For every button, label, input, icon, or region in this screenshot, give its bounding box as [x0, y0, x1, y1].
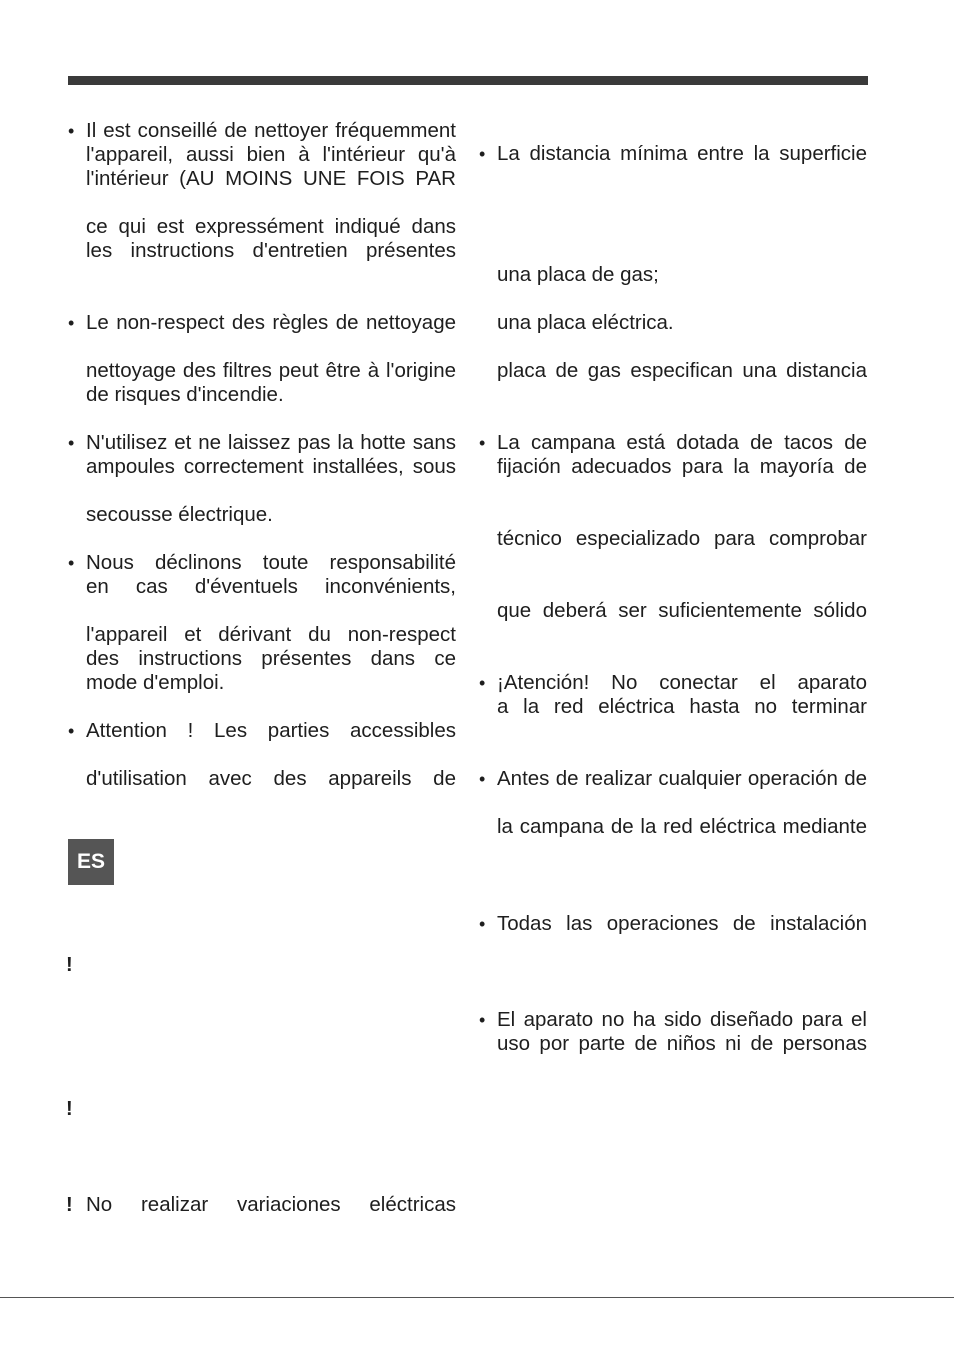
warning-icon: ! [66, 1098, 73, 1120]
text-line: que deberá ser suficientemente sólido [497, 599, 867, 622]
text-line: secousse électrique. [86, 503, 273, 526]
text-line: Il est conseillé de nettoyer fréquemment [86, 119, 456, 142]
bullet: • [68, 121, 75, 141]
text-line: nettoyage des filtres peut être à l'origine [86, 359, 456, 382]
warning-icon: ! [66, 1194, 73, 1216]
bullet: • [479, 144, 486, 164]
bullet: • [479, 914, 486, 934]
bullet: • [479, 673, 486, 693]
text-line: mode d'emploi. [86, 671, 225, 694]
bullet: • [479, 433, 486, 453]
text-line: La campana está dotada de tacos de [497, 431, 867, 454]
text-line: La distancia mínima entre la superficie [497, 142, 867, 165]
text-line: Antes de realizar cualquier operación de [497, 767, 867, 790]
text-line: des instructions présentes dans ce [86, 647, 456, 670]
text-line: técnico especializado para comprobar [497, 527, 867, 550]
language-badge: ES [68, 839, 114, 885]
text-line: uso por parte de niños ni de personas [497, 1032, 867, 1055]
bullet: • [68, 721, 75, 741]
footer-rule [0, 1297, 954, 1298]
text-line: fijación adecuados para la mayoría de [497, 455, 867, 478]
text-line: d'utilisation avec des appareils de [86, 767, 456, 790]
text-line: N'utilisez et ne laissez pas la hotte sans [86, 431, 456, 454]
bullet: • [479, 769, 486, 789]
text-line: ¡Atención! No conectar el aparato [497, 671, 867, 694]
text-line: l'appareil, aussi bien à l'intérieur qu'à [86, 143, 456, 166]
text-line: a la red eléctrica hasta no terminar [497, 695, 867, 718]
text-line: No realizar variaciones eléctricas [86, 1193, 456, 1216]
bullet: • [68, 313, 75, 333]
header-rule [68, 76, 868, 85]
bullet: • [479, 1010, 486, 1030]
text-line: una placa eléctrica. [497, 311, 674, 334]
text-line: placa de gas especifican una distancia [497, 359, 867, 382]
text-line: la campana de la red eléctrica mediante [497, 815, 867, 838]
text-line: Todas las operaciones de instalación [497, 912, 867, 935]
text-line: Le non-respect des règles de nettoyage [86, 311, 456, 334]
text-line: en cas d'éventuels inconvénients, [86, 575, 456, 598]
text-line: ce qui est expressément indiqué dans [86, 215, 456, 238]
text-line: les instructions d'entretien présentes [86, 239, 456, 262]
text-line: Attention ! Les parties accessibles [86, 719, 456, 742]
text-line: ampoules correctement installées, sous [86, 455, 456, 478]
text-line: una placa de gas; [497, 263, 659, 286]
text-line: de risques d'incendie. [86, 383, 284, 406]
text-line: l'appareil et dérivant du non-respect [86, 623, 456, 646]
text-line: El aparato no ha sido diseñado para el [497, 1008, 867, 1031]
warning-icon: ! [66, 954, 73, 976]
bullet: • [68, 433, 75, 453]
text-line: Nous déclinons toute responsabilité [86, 551, 456, 574]
bullet: • [68, 553, 75, 573]
text-line: l'intérieur (AU MOINS UNE FOIS PAR [86, 167, 456, 190]
